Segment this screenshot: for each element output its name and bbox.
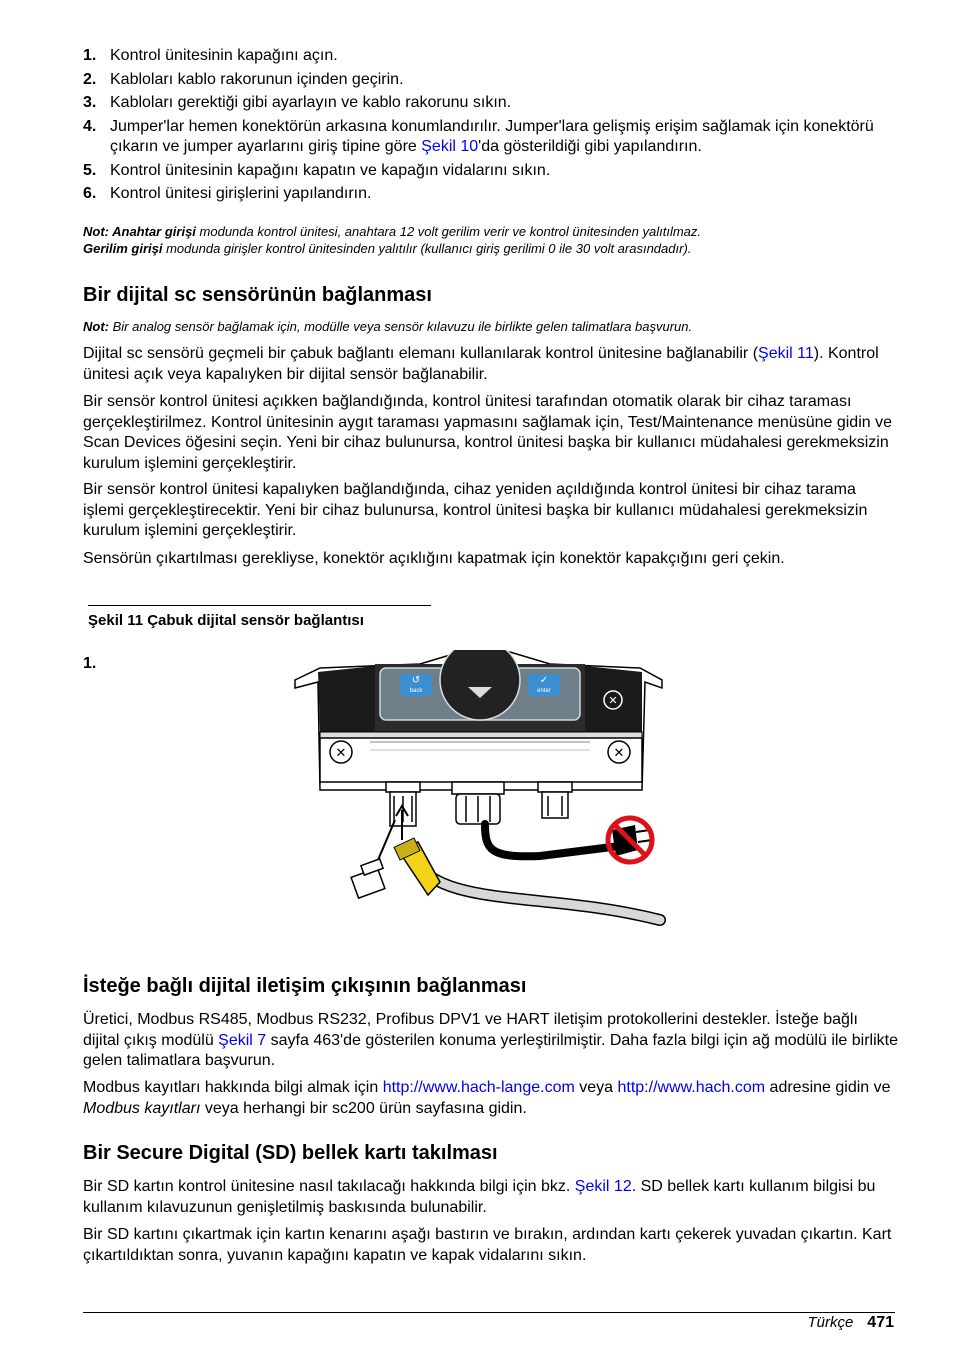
note-text: modunda kontrol ünitesi, anahtara 12 volt gerilim verir ve kontrol ünitesinden yalıtılmaz. — [195, 224, 702, 239]
back-arrow-icon: ↺ — [411, 675, 421, 686]
step-number: 2. — [83, 70, 97, 88]
step-item — [83, 117, 903, 158]
back-button-label: back — [409, 688, 423, 694]
page-footer — [807, 1313, 894, 1334]
section-title-digital-output: İsteğe bağlı dijital iletişim çıkışının bağlanması — [83, 975, 527, 997]
paragraph — [83, 1177, 898, 1218]
step-text: Kontrol ünitesinin kapağını açın. — [110, 47, 338, 64]
step-item — [83, 161, 903, 182]
power-cable — [485, 824, 620, 856]
figure-step-number: 1. — [83, 655, 97, 672]
note-label: Not: — [83, 319, 109, 334]
step-text: 'da gösterildiği gibi yapılandırın. — [478, 138, 702, 155]
figure-7-link[interactable]: Şekil 7 — [218, 1031, 267, 1049]
sensor-connection-illustration — [290, 650, 670, 950]
hach-link[interactable]: http://www.hach.com — [617, 1079, 766, 1096]
paragraph: Bir SD kartını çıkartmak için kartın kenarını aşağı bastırın ve bırakın, ardından kartı çekerek yuvadan çıkartın. Kart çıkartıldıktan sonra, yuvanın kapağını kapatın ve kapak vidalarını sıkın. — [83, 1226, 892, 1264]
note-label: Not: Anahtar girişi — [83, 224, 196, 239]
note-text: modunda girişler kontrol ünitesinden yalıtılır (kullanıcı giriş gerilimi 0 ile 30 volt arasındadır). — [162, 241, 692, 256]
step-number: 6. — [83, 185, 97, 202]
enter-button-label: enter — [537, 688, 551, 694]
paragraph — [83, 1078, 898, 1119]
step-text: Kabloları kablo rakorunun içinden geçirin. — [110, 70, 404, 88]
sensor-cable — [410, 855, 660, 920]
power-plug — [612, 825, 638, 856]
paragraph-text: veya herhangi bir sc200 ürün sayfasına gidin. — [200, 1099, 527, 1117]
paragraph-text: Üretici, Modbus RS485, Modbus RS232, Profibus DPV1 ve HART iletişim protokollerini destekler. İsteğe bağlı dijital çıkış modülü — [83, 1011, 858, 1049]
figure-11-link[interactable]: Şekil 11 — [758, 345, 814, 362]
page-number: 471 — [867, 1314, 894, 1331]
section-title-digital-sensor: Bir dijital sc sensörünün bağlanması — [83, 284, 432, 306]
figure-caption: Şekil 11 Çabuk dijital sensör bağlantısı — [88, 605, 431, 632]
navigation-dial — [440, 650, 520, 720]
step-number: 1. — [83, 47, 97, 64]
paragraph-text: sayfa 463'de gösterilen konuma yerleştirilmiştir. Daha fazla bilgi için ağ modülü ile birlikte gelen talimatlara başvurun. — [83, 1031, 898, 1069]
step-item — [83, 184, 903, 205]
step-item — [83, 93, 903, 114]
paragraph-italic: Modbus kayıtları — [83, 1099, 201, 1117]
step-number: 5. — [83, 161, 97, 179]
enter-check-icon: ✓ — [539, 675, 549, 686]
hach-lange-link[interactable]: http://www.hach-lange.com — [382, 1079, 575, 1096]
step-text: Kabloları gerektiği gibi ayarlayın ve kablo rakorunu sıkın. — [110, 94, 512, 111]
center-cable-gland — [452, 782, 504, 794]
paragraph — [83, 1010, 898, 1072]
step-text: Jumper'lar hemen konektörün arkasına konumlandırılır. Jumper'lara gelişmiş erişim sağlamak için konektörü çıkarın ve jumper ayarlarını giriş tipine göre — [110, 117, 874, 155]
paragraph-text: Dijital sc sensörü geçmeli bir çabuk bağlantı elemanı kullanılarak kontrol ünitesine bağlanabilir ( — [83, 345, 759, 362]
note-label: Gerilim girişi — [83, 241, 163, 256]
paragraph-text: . SD bellek kartı kullanım bilgisi bu kullanım kılavuzunun genişletilmiş baskısında bulunabilir. — [83, 1178, 876, 1216]
svg-text:✕: ✕ — [335, 746, 347, 761]
left-fitting — [386, 782, 420, 792]
step-item — [83, 70, 903, 91]
connector-cap — [351, 859, 385, 898]
paragraph-text: adresine gidin ve — [765, 1079, 891, 1096]
note-text: Bir analog sensör bağlamak için, modülle veya sensör kılavuzu ile birlikte gelen talimatlara başvurun. — [109, 319, 693, 334]
step-text: Kontrol ünitesinin kapağını kapatın ve kapağın vidalarını sıkın. — [110, 161, 551, 179]
svg-text:✕: ✕ — [608, 694, 618, 707]
paragraph — [83, 344, 898, 385]
step-text: Kontrol ünitesi girişlerini yapılandırın. — [110, 185, 372, 202]
paragraph: Bir sensör kontrol ünitesi açıkken bağlandığında, kontrol ünitesi tarafından otomatik olarak bir cihaz taraması gerçekleştirilmez. Kontrol ünitesinin aygıt taraması yapmasını sağlamak için, Test/Maintenance menüsüne gidin ve Scan Devices öğesini seçin. Yeni bir cihaz bulunursa, kontrol ünitesi başka bir kullanıcı müdahalesi gerekmeksizin kurulum işlemini gerçekleştirir. — [83, 393, 892, 472]
paragraph-text: Bir SD kartın kontrol ünitesine nasıl takılacağı hakkında bilgi için bkz. — [83, 1178, 575, 1195]
input-mode-note — [83, 223, 903, 257]
paragraph: Bir sensör kontrol ünitesi kapalıyken bağlandığında, cihaz yeniden açıldığında kontrol ünitesi bir cihaz tarama işlemi gerçekleştirecektir. Yeni bir cihaz bulunursa, kontrol ünitesi başka bir kullanıcı müdahalesi gerekmeksizin kurulum işlemini gerçekleştirir. — [83, 481, 868, 539]
step-number: 3. — [83, 94, 97, 111]
right-fitting — [538, 782, 572, 792]
svg-text:✕: ✕ — [613, 746, 625, 761]
step-item — [83, 46, 903, 67]
section-title-sd-card: Bir Secure Digital (SD) bellek kartı takılması — [83, 1142, 498, 1164]
analog-sensor-note — [83, 318, 903, 335]
paragraph-text: ). Kontrol ünitesi açık veya kapalıyken bir dijital sensör bağlanabilir. — [83, 345, 879, 383]
figure-12-link[interactable]: Şekil 12 — [574, 1178, 632, 1195]
enclosure-left-panel — [318, 666, 375, 732]
lower-housing — [320, 738, 642, 782]
footer-divider — [83, 1312, 895, 1313]
paragraph-text: veya — [574, 1079, 618, 1096]
paragraph: Sensörün çıkartılması gerekliyse, konektör açıklığını kapatmak için konektör kapakçığını geri çekin. — [83, 550, 785, 567]
figure-10-link[interactable]: Şekil 10 — [421, 138, 479, 155]
paragraph-text: Modbus kayıtları hakkında bilgi almak için — [83, 1079, 383, 1096]
footer-language: Türkçe — [807, 1314, 854, 1331]
step-number: 4. — [83, 117, 97, 135]
installation-steps — [83, 46, 903, 208]
